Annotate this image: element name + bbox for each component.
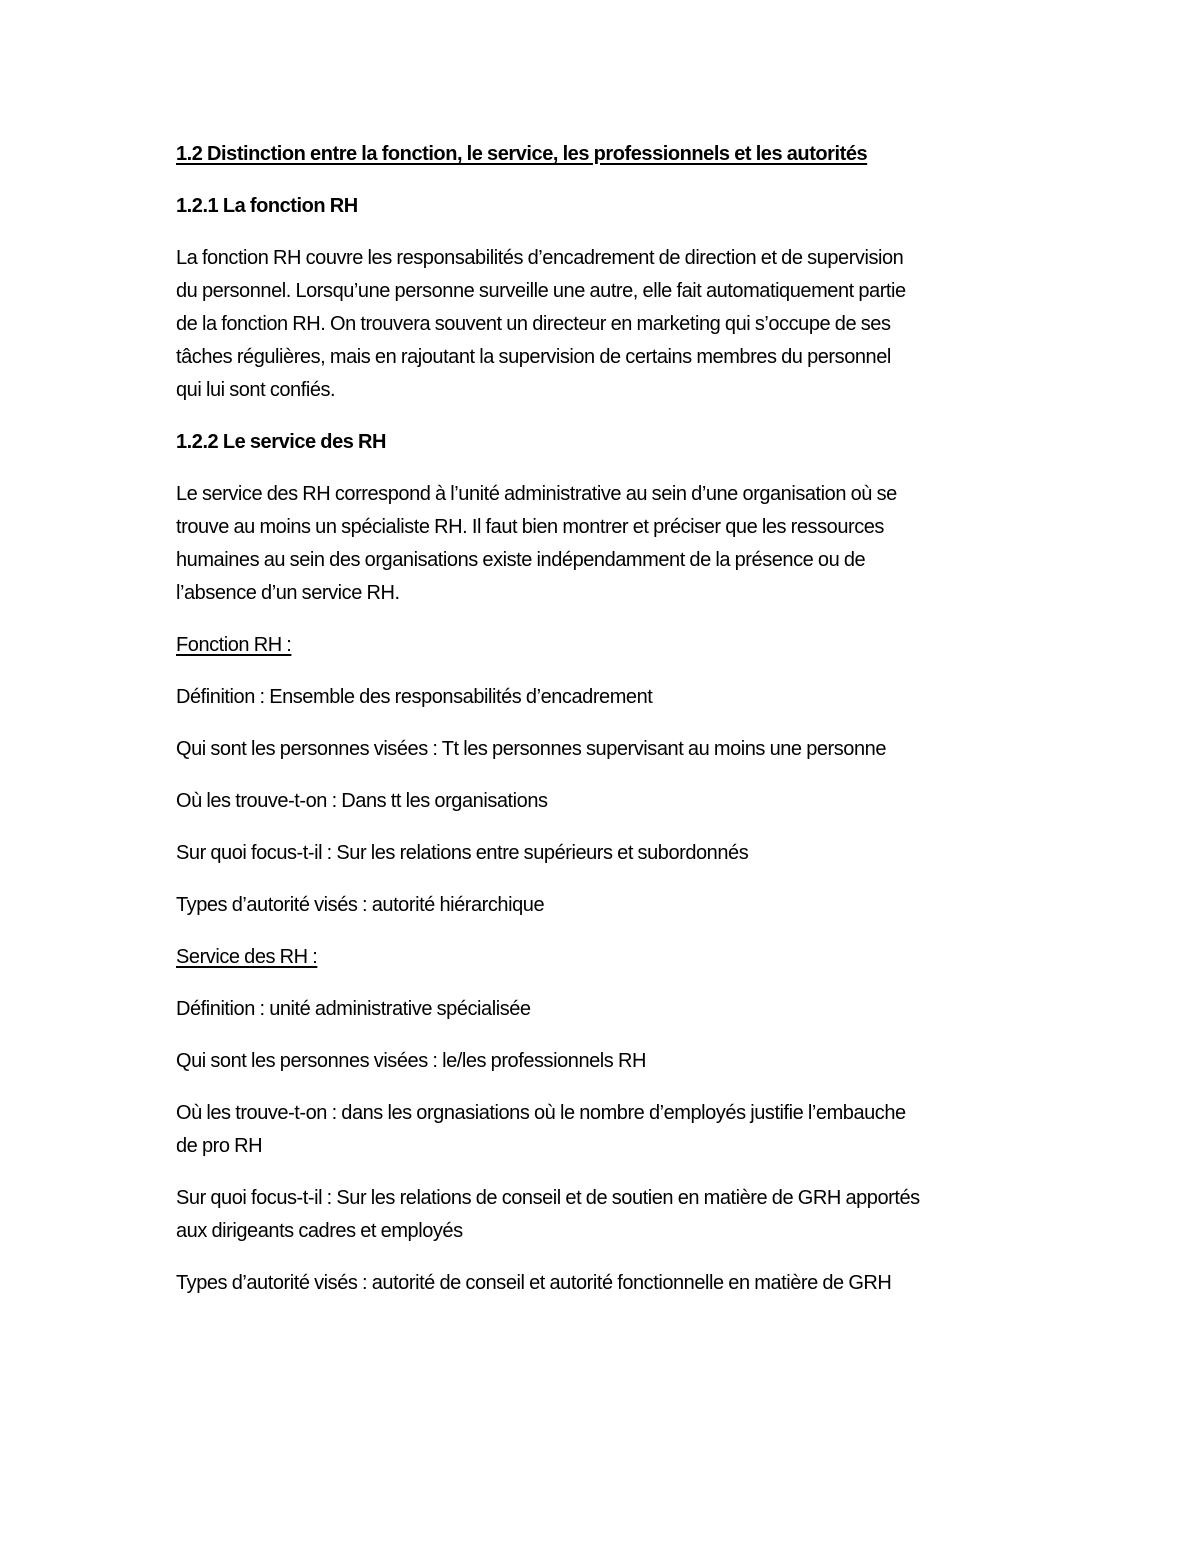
subsection-title-service-rh: 1.2.2 Le service des RH — [176, 431, 387, 453]
paragraph-fonction-rh — [176, 242, 1036, 407]
fonction-rh-persons: Qui sont les personnes visées : Tt les personnes supervisant au moins une personne — [176, 738, 886, 760]
paragraph-line: de la fonction RH. On trouvera souvent un directeur en marketing qui s’occupe de ses — [176, 313, 891, 335]
fonction-rh-where: Où les trouve-t-on : Dans tt les organisations — [176, 790, 548, 812]
paragraph-line: Le service des RH correspond à l’unité administrative au sein d’une organisation où se — [176, 483, 897, 505]
service-rh-focus — [176, 1182, 1036, 1248]
subsection-title-fonction-rh: 1.2.1 La fonction RH — [176, 195, 358, 217]
service-rh-persons: Qui sont les personnes visées : le/les professionnels RH — [176, 1050, 646, 1072]
paragraph-line: qui lui sont confiés. — [176, 379, 336, 401]
paragraph-line: aux dirigeants cadres et employés — [176, 1220, 463, 1242]
service-rh-authority: Types d’autorité visés : autorité de conseil et autorité fonctionnelle en matière de GRH — [176, 1272, 892, 1294]
fonction-rh-focus: Sur quoi focus-t-il : Sur les relations entre supérieurs et subordonnés — [176, 842, 749, 864]
service-rh-label: Service des RH : — [176, 946, 318, 968]
document-page — [176, 138, 1036, 1319]
paragraph-line: l’absence d’un service RH. — [176, 582, 400, 604]
service-rh-definition: Définition : unité administrative spécialisée — [176, 998, 531, 1020]
paragraph-line: Où les trouve-t-on : dans les orgnasiations où le nombre d’employés justifie l’embauche — [176, 1102, 906, 1124]
paragraph-line: trouve au moins un spécialiste RH. Il faut bien montrer et préciser que les ressources — [176, 516, 884, 538]
fonction-rh-block-label — [176, 629, 1036, 662]
fonction-rh-label: Fonction RH : — [176, 634, 292, 656]
fonction-rh-authority: Types d’autorité visés : autorité hiérarchique — [176, 894, 545, 916]
paragraph-line: Sur quoi focus-t-il : Sur les relations de conseil et de soutien en matière de GRH apportés — [176, 1187, 920, 1209]
paragraph-line: tâches régulières, mais en rajoutant la supervision de certains membres du personnel — [176, 346, 891, 368]
fonction-rh-definition: Définition : Ensemble des responsabilités d’encadrement — [176, 686, 653, 708]
paragraph-line: de pro RH — [176, 1135, 263, 1157]
section-title: 1.2 Distinction entre la fonction, le service, les professionnels et les autorités — [176, 143, 868, 165]
paragraph-line: La fonction RH couvre les responsabilités d’encadrement de direction et de supervision — [176, 247, 904, 269]
service-rh-block-label — [176, 941, 1036, 974]
paragraph-line: humaines au sein des organisations existe indépendamment de la présence ou de — [176, 549, 866, 571]
paragraph-line: du personnel. Lorsqu’une personne surveille une autre, elle fait automatiquement partie — [176, 280, 906, 302]
service-rh-where — [176, 1097, 1036, 1163]
paragraph-service-rh — [176, 478, 1036, 610]
